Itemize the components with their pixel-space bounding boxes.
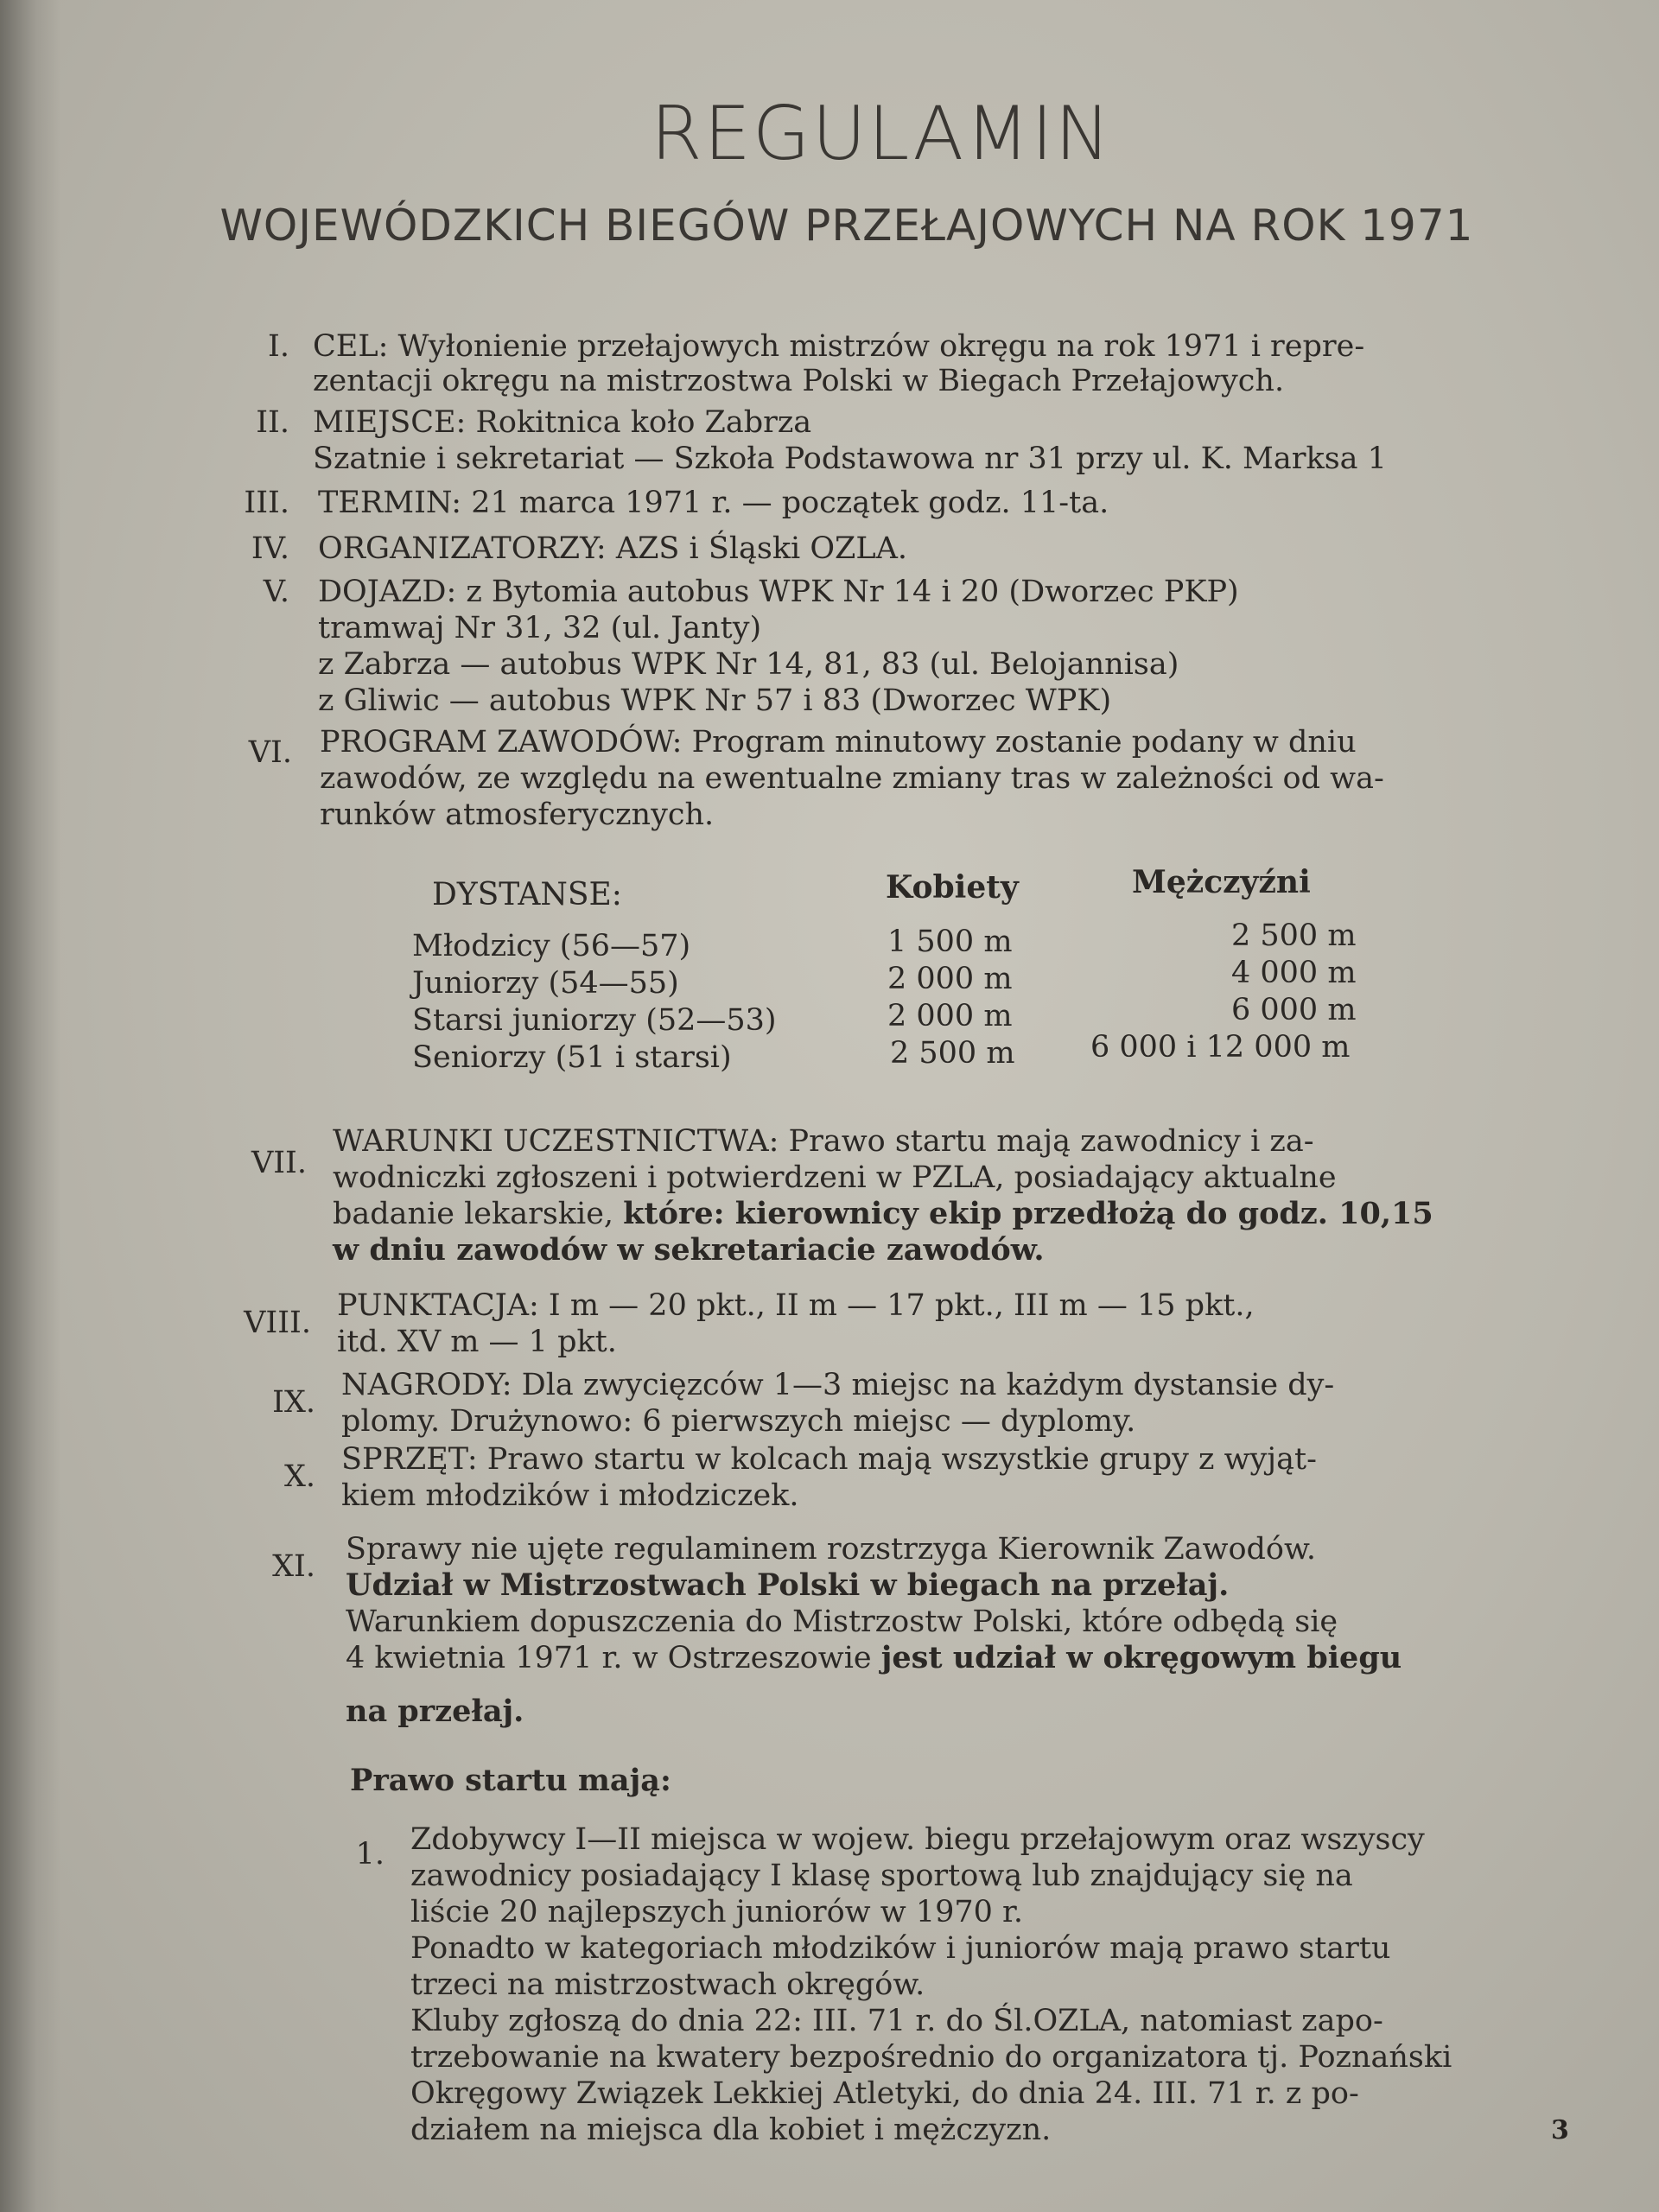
column-header-women: Kobiety	[886, 869, 1019, 906]
table-cell-men: 4 000 m	[1231, 956, 1357, 990]
list-item-text: trzebowanie na kwatery bezpośrednio do organizatora tj. Poznański	[410, 2040, 1452, 2075]
table-cell-category: Seniorzy (51 i starsi)	[412, 1040, 732, 1075]
table-cell-men: 2 500 m	[1231, 918, 1357, 953]
section-text: runków atmosferycznych.	[320, 798, 715, 832]
section-number: VI.	[248, 735, 292, 770]
section-text	[333, 1196, 1433, 1232]
section-text: Sprawy nie ujęte regulaminem rozstrzyga Kierownik Zawodów.	[346, 1532, 1316, 1567]
section-text-bold: Udział w Mistrzostwach Polski w biegach na przełaj.	[346, 1567, 1230, 1603]
table-cell-women: 2 500 m	[890, 1036, 1015, 1071]
section-text: DOJAZD: z Bytomia autobus WPK Nr 14 i 20 (Dworzec PKP)	[318, 575, 1239, 609]
section-text-plain: 4 kwietnia 1971 r. w Ostrzeszowie	[346, 1641, 881, 1675]
section-number: IX.	[272, 1385, 315, 1420]
section-text: wodniczki zgłoszeni i potwierdzeni w PZLA, posiadający aktualne	[333, 1160, 1337, 1195]
section-text: z Gliwic — autobus WPK Nr 57 i 83 (Dworzec WPK)	[318, 683, 1112, 718]
section-text-bold: jest udział w okręgowym biegu	[880, 1640, 1402, 1675]
distances-header: DYSTANSE:	[432, 877, 622, 912]
section-text: itd. XV m — 1 pkt.	[337, 1325, 617, 1359]
section-number: V.	[263, 575, 289, 609]
section-number: X.	[283, 1459, 315, 1494]
section-text: zawodów, ze względu na ewentualne zmiany tras w zależności od wa-	[320, 761, 1384, 796]
section-text: PUNKTACJA: I m — 20 pkt., II m — 17 pkt., III m — 15 pkt.,	[337, 1288, 1255, 1323]
list-item-text: Kluby zgłoszą do dnia 22: III. 71 r. do Śl.OZLA, natomiast zapo-	[410, 2004, 1383, 2038]
table-cell-men: 6 000 m	[1231, 993, 1357, 1027]
section-text: SPRZĘT: Prawo startu w kolcach mają wszystkie grupy z wyjąt-	[341, 1442, 1317, 1477]
section-text-plain: badanie lekarskie,	[333, 1197, 624, 1231]
section-text: CEL: Wyłonienie przełajowych mistrzów okręgu na rok 1971 i repre-	[313, 329, 1365, 364]
table-cell-women: 1 500 m	[887, 925, 1013, 959]
section-text: kiem młodzików i młodziczek.	[341, 1478, 799, 1513]
section-text: PROGRAM ZAWODÓW: Program minutowy zostanie podany w dniu	[320, 725, 1357, 760]
list-item-text: zawodnicy posiadający I klasę sportową lub znajdujący się na	[410, 1859, 1353, 1893]
section-text: ORGANIZATORZY: AZS i Śląski OZLA.	[318, 531, 908, 566]
list-item-text: Ponadto w kategoriach młodzików i juniorów mają prawo startu	[410, 1931, 1391, 1966]
section-text: tramwaj Nr 31, 32 (ul. Janty)	[318, 611, 762, 645]
section-text-bold: w dniu zawodów w sekretariacie zawodów.	[333, 1232, 1045, 1268]
section-number: III.	[244, 486, 289, 520]
list-item-text: działem na miejsca dla kobiet i mężczyzn.	[410, 2113, 1052, 2147]
section-number: XI.	[272, 1549, 315, 1584]
section-text: NAGRODY: Dla zwycięzców 1—3 miejsc na każdym dystansie dy-	[341, 1368, 1335, 1402]
section-number: II.	[256, 405, 289, 440]
eligibility-heading: Prawo startu mają:	[350, 1763, 671, 1798]
section-text: TERMIN: 21 marca 1971 r. — początek godz. 11-ta.	[318, 486, 1109, 520]
section-text: MIEJSCE: Rokitnica koło Zabrza	[313, 405, 812, 440]
section-text: zentacji okręgu na mistrzostwa Polski w Biegach Przełajowych.	[313, 364, 1285, 398]
column-header-men: Mężczyźni	[1132, 864, 1311, 900]
section-text-bold: które: kierownicy ekip przedłożą do godz. 10,15	[623, 1196, 1433, 1231]
table-cell-men: 6 000 i 12 000 m	[1090, 1030, 1351, 1065]
section-number: VII.	[251, 1146, 307, 1180]
section-text: plomy. Drużynowo: 6 pierwszych miejsc — dyplomy.	[341, 1404, 1136, 1439]
binding-gutter	[0, 0, 60, 2212]
section-number: VIII.	[244, 1306, 311, 1340]
section-text: WARUNKI UCZESTNICTWA: Prawo startu mają zawodnicy i za-	[333, 1124, 1314, 1159]
document-subtitle: WOJEWÓDZKICH BIEGÓW PRZEŁAJOWYCH NA ROK 1971	[219, 200, 1474, 251]
table-cell-women: 2 000 m	[887, 962, 1013, 996]
table-cell-category: Juniorzy (54—55)	[412, 966, 679, 1001]
list-item-text: trzeci na mistrzostwach okręgów.	[410, 1967, 925, 2002]
section-text: Szatnie i sekretariat — Szkoła Podstawowa nr 31 przy ul. K. Marksa 1	[313, 442, 1387, 476]
section-text: z Zabrza — autobus WPK Nr 14, 81, 83 (ul. Belojannisa)	[318, 647, 1179, 682]
section-text-bold: na przełaj.	[346, 1694, 524, 1729]
section-number: IV.	[251, 531, 289, 566]
table-cell-women: 2 000 m	[887, 999, 1013, 1033]
page-number: 3	[1551, 2115, 1569, 2145]
list-number: 1.	[355, 1837, 385, 1872]
section-text: Warunkiem dopuszczenia do Mistrzostw Polski, które odbędą się	[346, 1605, 1338, 1639]
table-cell-category: Starsi juniorzy (52—53)	[412, 1003, 777, 1038]
section-number: I.	[268, 329, 289, 364]
list-item-text: liście 20 najlepszych juniorów w 1970 r.	[410, 1895, 1024, 1929]
section-text	[346, 1640, 1402, 1676]
table-cell-category: Młodzicy (56—57)	[412, 929, 691, 963]
list-item-text: Zdobywcy I—II miejsca w wojew. biegu przełajowym oraz wszyscy	[410, 1822, 1425, 1857]
document-title: REGULAMIN	[650, 91, 1113, 177]
list-item-text: Okręgowy Związek Lekkiej Atletyki, do dnia 24. III. 71 r. z po-	[410, 2076, 1359, 2111]
